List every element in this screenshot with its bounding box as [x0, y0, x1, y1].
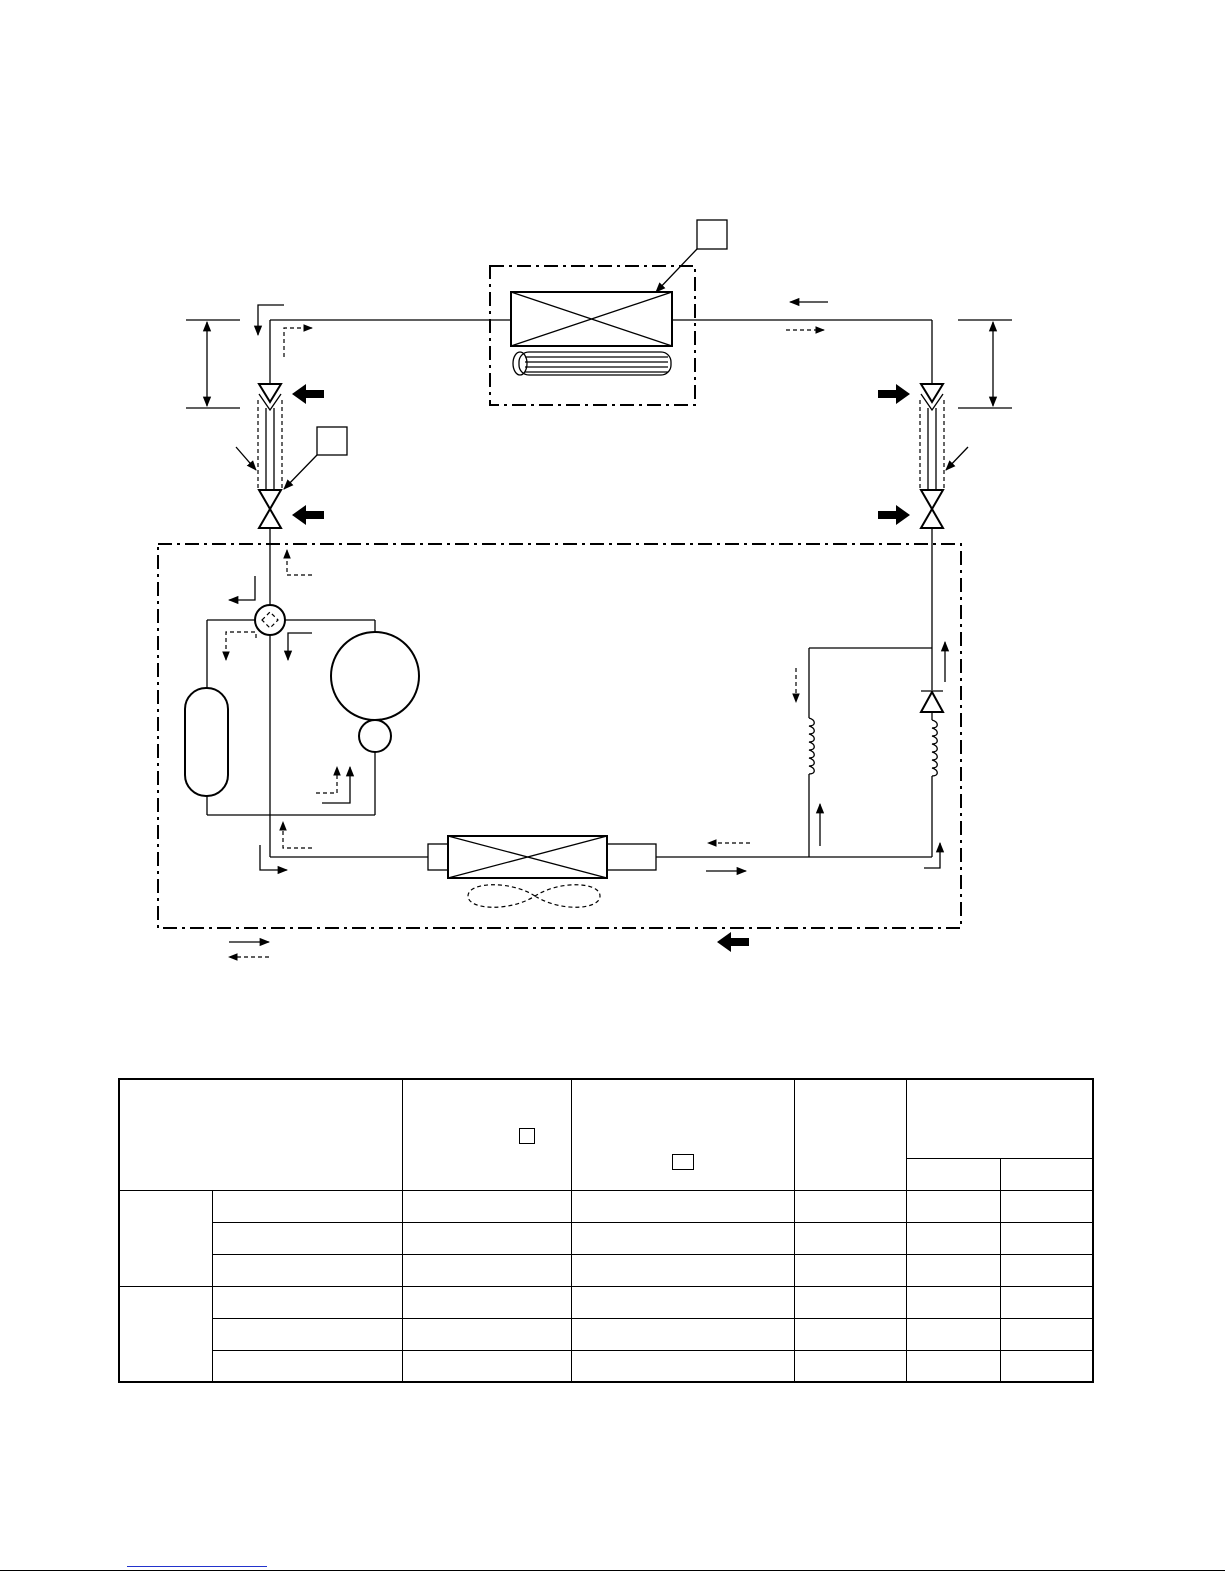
- indoor-fan-icon: [513, 352, 671, 375]
- footer-rule: [0, 1570, 1225, 1571]
- label-box-small-2: [672, 1154, 694, 1170]
- table-cell: [906, 1318, 1000, 1350]
- table-cell: [571, 1254, 794, 1286]
- table-header-col3: [402, 1079, 571, 1190]
- table-cell: [212, 1286, 402, 1318]
- flow-arrows: [226, 302, 945, 871]
- capillary-tube-right-icon: [932, 720, 937, 776]
- data-table: [118, 1078, 1094, 1383]
- table-cell: [212, 1318, 402, 1350]
- table-cell: [402, 1254, 571, 1286]
- table-group-1: [119, 1190, 212, 1286]
- table-header-col4: [571, 1079, 794, 1190]
- height-dimension-right: [958, 320, 1012, 408]
- table-cell: [906, 1350, 1000, 1382]
- table-cell: [402, 1222, 571, 1254]
- label-box-indoor: [697, 220, 727, 249]
- table-cell: [1000, 1222, 1093, 1254]
- label-box-small: [519, 1128, 535, 1144]
- gas-flare-joint-icon: [258, 384, 282, 490]
- table-cell: [906, 1254, 1000, 1286]
- table-cell: [571, 1350, 794, 1382]
- table-cell: [1000, 1318, 1093, 1350]
- table-cell: [212, 1222, 402, 1254]
- gas-service-valve-icon: [259, 490, 281, 528]
- table-subheader-a: [906, 1158, 1000, 1190]
- table-cell: [1000, 1190, 1093, 1222]
- capillary-tube-left-icon: [809, 718, 814, 774]
- table-cell: [212, 1254, 402, 1286]
- table-cell: [794, 1222, 906, 1254]
- liquid-flare-joint-icon: [920, 384, 944, 490]
- table-cell: [402, 1318, 571, 1350]
- outdoor-fan-icon: [468, 885, 600, 908]
- table-cell: [794, 1286, 906, 1318]
- table-group-2: [119, 1286, 212, 1382]
- table-cell: [571, 1286, 794, 1318]
- table-cell: [571, 1318, 794, 1350]
- table-header-col5: [794, 1079, 906, 1190]
- table-subheader-b: [1000, 1158, 1093, 1190]
- table-cell: [1000, 1254, 1093, 1286]
- table-cell: [794, 1350, 906, 1382]
- indoor-heat-exchanger: [511, 292, 672, 346]
- label-box-valve: [317, 427, 347, 455]
- table-cell: [571, 1190, 794, 1222]
- outdoor-heat-exchanger: [428, 836, 656, 878]
- table-cell: [794, 1190, 906, 1222]
- table-cell: [402, 1286, 571, 1318]
- table-cell: [402, 1190, 571, 1222]
- table-cell: [906, 1286, 1000, 1318]
- table-cell: [1000, 1350, 1093, 1382]
- footer-link[interactable]: [127, 1566, 267, 1567]
- table-cell: [794, 1318, 906, 1350]
- table-cell: [906, 1190, 1000, 1222]
- table-header-group: [906, 1079, 1093, 1158]
- flow-legend: [229, 942, 269, 957]
- four-way-valve-icon: [255, 605, 285, 635]
- table-cell: [212, 1190, 402, 1222]
- table-header-condition: [119, 1079, 402, 1190]
- table-cell: [1000, 1286, 1093, 1318]
- table-cell: [794, 1254, 906, 1286]
- height-dimension-left: [186, 320, 240, 408]
- check-valve-icon: [921, 691, 943, 712]
- compressor-icon: [331, 632, 419, 752]
- table-cell: [571, 1222, 794, 1254]
- table-cell: [402, 1350, 571, 1382]
- table-cell: [906, 1222, 1000, 1254]
- accumulator-icon: [185, 688, 228, 796]
- table-cell: [212, 1350, 402, 1382]
- liquid-service-valve-icon: [921, 490, 943, 528]
